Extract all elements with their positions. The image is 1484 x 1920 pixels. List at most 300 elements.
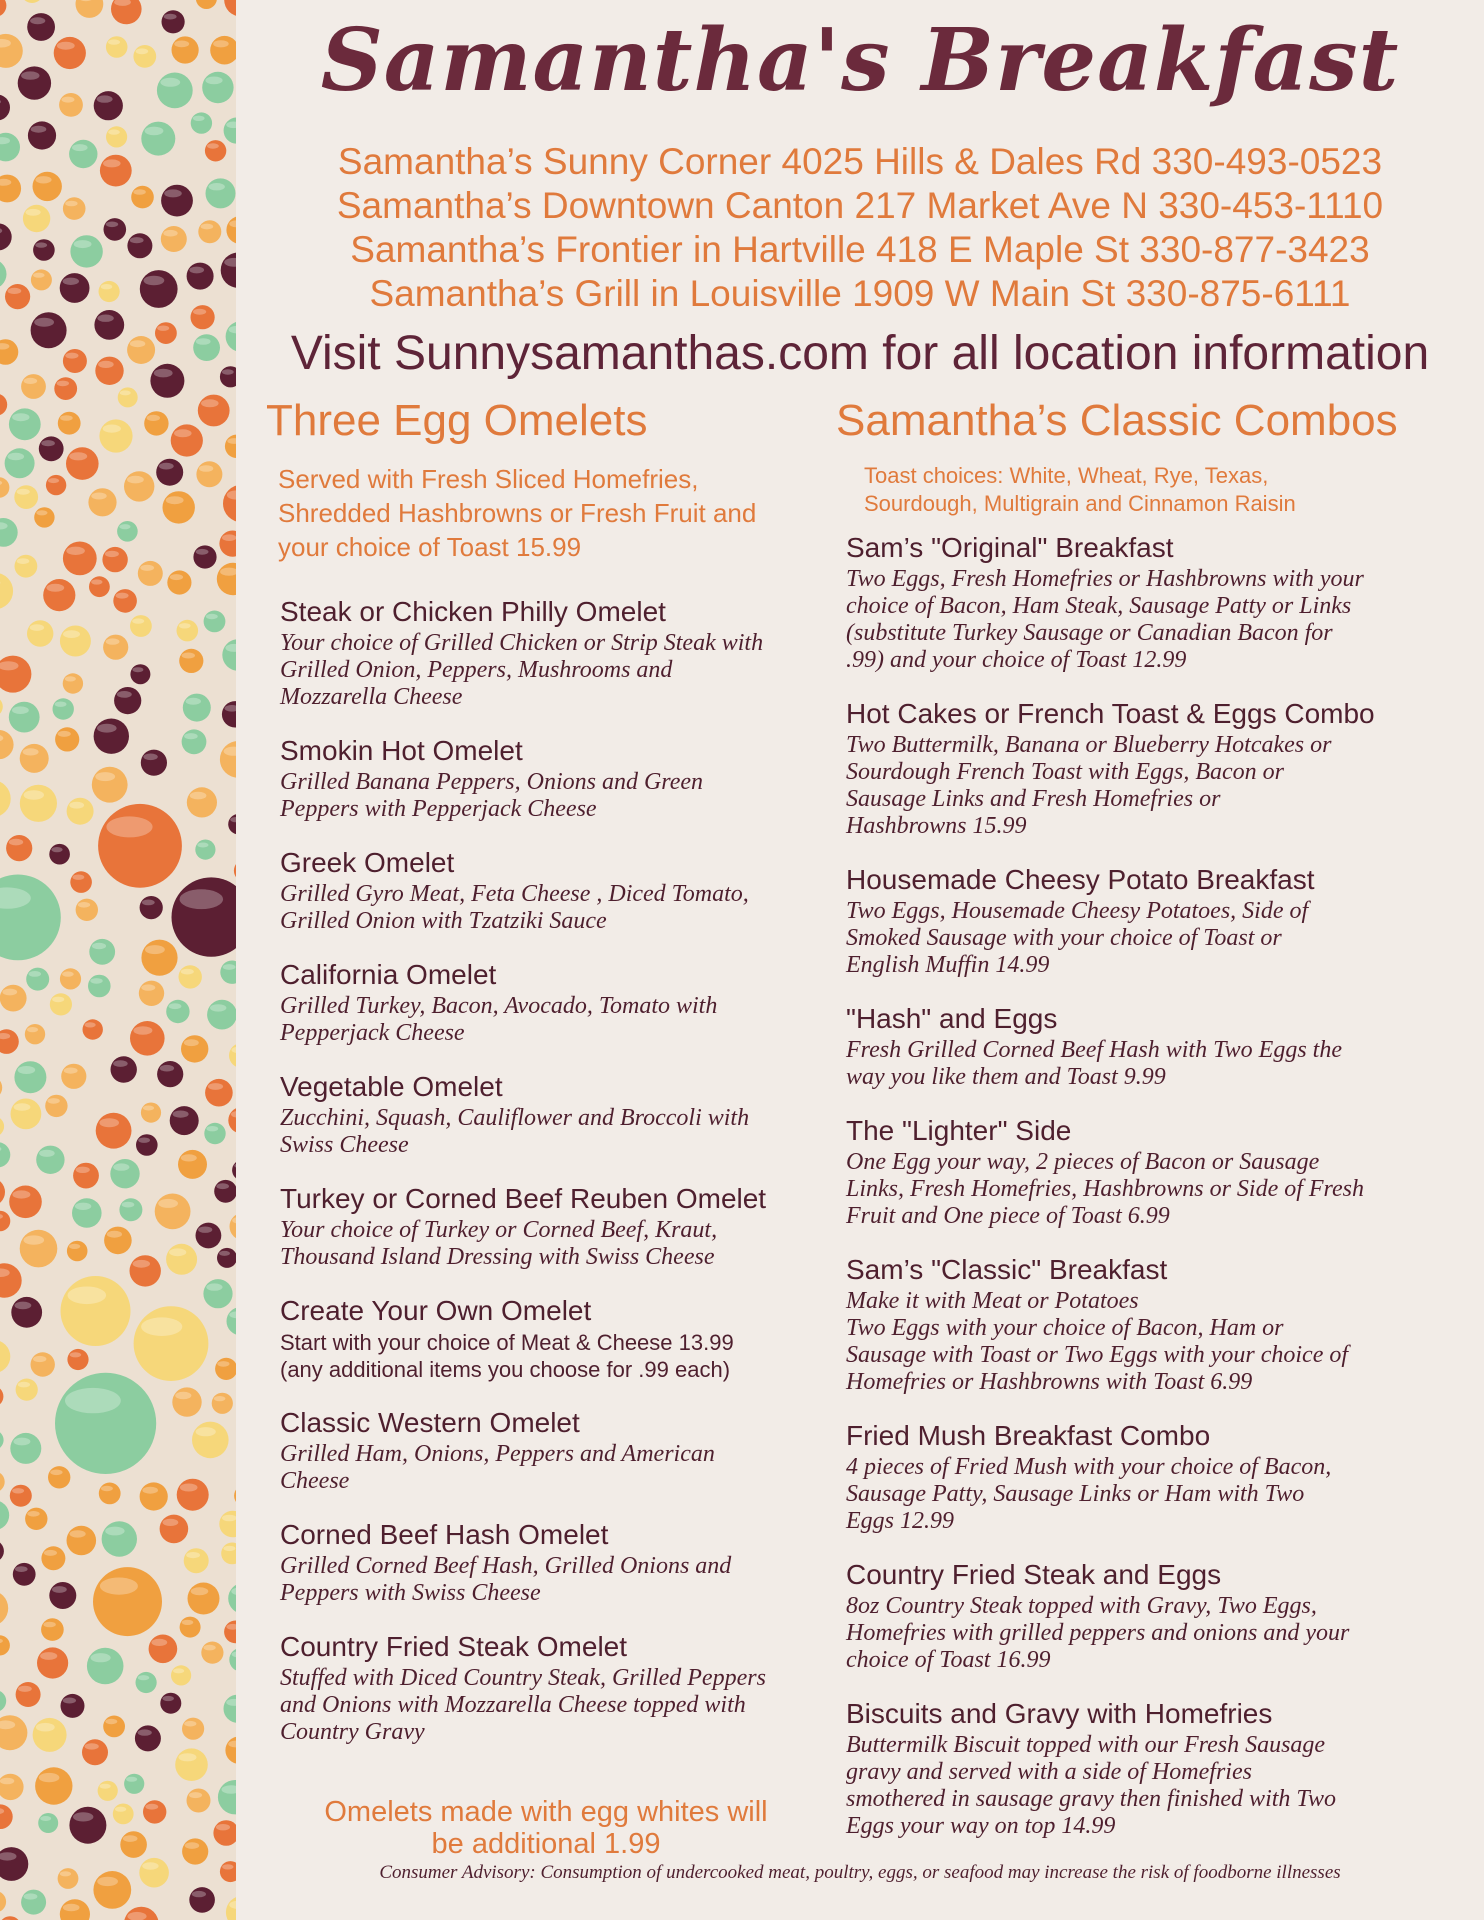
dot-highlight — [47, 1098, 59, 1104]
location-line: Samantha’s Grill in Louisville 1909 W Main St 330-875-6111 — [369, 273, 1351, 314]
decorative-dot — [33, 172, 62, 201]
dot-highlight — [147, 415, 160, 421]
menu-item-name: Corned Beef Hash Omelet — [280, 1519, 609, 1550]
dot-highlight — [219, 1251, 230, 1256]
dot-highlight — [196, 1427, 216, 1436]
decorative-dot — [0, 730, 14, 759]
dot-highlight — [97, 315, 113, 322]
decorative-dot — [5, 448, 35, 478]
decorative-dot — [60, 968, 81, 989]
decorative-dot — [198, 220, 221, 243]
dot-highlight — [120, 390, 131, 395]
menu-item-name: Hot Cakes or French Toast & Eggs Combo — [846, 698, 1375, 729]
dot-highlight — [190, 792, 207, 800]
dot-highlight — [180, 1484, 198, 1492]
dot-highlight — [179, 623, 191, 628]
dot-highlight — [57, 381, 69, 387]
dot-highlight — [204, 1645, 216, 1651]
decorative-dot — [102, 1521, 137, 1556]
decorative-dot — [166, 1000, 189, 1023]
decorative-dot — [0, 573, 13, 609]
decorative-dot — [25, 1508, 47, 1530]
decorative-dot — [182, 1838, 208, 1864]
menu-item — [280, 1405, 826, 1495]
decorative-dot — [21, 1890, 46, 1915]
dot-highlight — [189, 267, 204, 274]
dot-highlight — [209, 183, 225, 190]
dot-highlight — [208, 1083, 223, 1090]
dot-highlight — [41, 440, 55, 446]
decorative-dot — [224, 0, 236, 16]
decorative-dot — [54, 377, 77, 400]
dot-highlight — [210, 1004, 226, 1011]
menu-item-description: Grilled Turkey, Bacon, Avocado, Tomato with Pepperjack Cheese — [280, 993, 718, 1046]
omelets-serving-note: Served with Fresh Sliced Homefries, Shredded Hashbrowns or Fresh Fruit and your choice of Toast 15.99 — [278, 464, 757, 562]
dot-highlight — [50, 1470, 62, 1476]
dot-highlight — [91, 579, 102, 584]
dot-highlight — [198, 1227, 212, 1233]
decorative-dot — [196, 1223, 222, 1249]
decorative-dot — [177, 1479, 209, 1511]
dot-highlight — [24, 1235, 45, 1244]
menu-item — [846, 862, 1466, 979]
combos-section — [836, 396, 1466, 1862]
dot-highlight — [222, 1515, 236, 1522]
decorative-dot — [113, 1804, 134, 1825]
decorative-dot — [223, 485, 236, 523]
decorative-dot — [191, 305, 215, 329]
dot-highlight — [122, 1202, 135, 1208]
dot-highlight — [29, 971, 42, 977]
dot-highlight — [85, 1743, 99, 1749]
menu-item-description: Two Eggs, Fresh Homefries or Hashbrowns with your choice of Bacon, Ham Steak, Sausage Patty or Links (substitute Turkey Sausage or Canadian Bacon for .99) and your choice of Toast 12.99 — [846, 566, 1364, 673]
decorative-dot — [0, 1715, 27, 1750]
dot-highlight — [141, 1317, 182, 1336]
dot-highlight — [132, 667, 143, 672]
decorative-dot — [0, 1635, 10, 1655]
decorative-dot — [201, 1642, 223, 1664]
dot-highlight — [196, 338, 211, 345]
menu-item-description: One Egg your way, 2 pieces of Bacon or Sausage Links, Fresh Homefries, Hashbrowns or Side of Fresh Fruit and One piece of Toast 6.99 — [846, 1149, 1364, 1229]
decorative-dot — [157, 73, 193, 109]
dot-highlight — [25, 209, 40, 216]
decorative-dot — [198, 395, 230, 427]
dot-highlight — [34, 318, 54, 327]
decorative-dot — [204, 1123, 225, 1144]
website-line: Visit Sunnysamanthas.com for all location information — [290, 327, 1430, 380]
dot-highlight — [154, 369, 173, 378]
dot-highlight — [31, 126, 47, 133]
menu-item — [280, 1293, 826, 1383]
decorative-dot — [21, 374, 46, 399]
dot-highlight — [23, 748, 39, 755]
menu-item-description: 4 pieces of Fried Mush with your choice of Bacon, Sausage Patty, Sausage Links or Ham with Two Eggs 12.99 — [846, 1454, 1332, 1534]
decorative-dot — [127, 336, 155, 364]
decorative-dot — [0, 1591, 8, 1626]
menu-item — [846, 1557, 1466, 1674]
decorative-dot — [20, 1230, 58, 1268]
decorative-dot — [120, 1831, 147, 1858]
decorative-dot — [226, 321, 236, 352]
decorative-dot — [87, 1648, 124, 1685]
decorative-dot — [38, 1813, 58, 1833]
dot-highlight — [192, 1891, 206, 1897]
dot-highlight — [12, 413, 29, 421]
decorative-dot — [18, 66, 51, 99]
decorative-dot — [104, 1227, 132, 1255]
decorative-dot — [150, 364, 184, 398]
menu-item-name: Country Fried Steak and Eggs — [846, 1559, 1222, 1590]
dot-highlight — [145, 1804, 158, 1810]
dot-highlight — [24, 1893, 38, 1899]
dot-highlight — [159, 463, 174, 470]
dot-highlight — [57, 42, 75, 50]
dot-highlight — [197, 843, 208, 848]
decorative-dot — [202, 72, 233, 103]
dot-highlight — [193, 309, 206, 315]
decorative-dot — [14, 1061, 46, 1093]
decorative-dot — [83, 1019, 103, 1039]
dot-highlight — [64, 1068, 78, 1074]
decorative-dot — [0, 1916, 21, 1920]
decorative-dot — [221, 253, 236, 288]
decorative-dot — [179, 649, 203, 673]
dot-highlight — [24, 378, 38, 384]
decorative-dot — [0, 223, 12, 250]
decorative-dot — [6, 835, 32, 861]
decorative-dot — [63, 673, 83, 693]
decorative-dot — [50, 993, 72, 1015]
decorative-dot — [0, 1340, 10, 1373]
menu-item — [846, 1001, 1466, 1091]
dot-highlight — [184, 1721, 196, 1727]
dot-highlight — [52, 997, 64, 1003]
dot-highlight — [151, 1639, 167, 1646]
dot-highlight — [201, 399, 219, 407]
menu-item-name: Vegetable Omelet — [280, 1071, 503, 1102]
decorative-dot — [149, 1635, 178, 1664]
decorative-dot — [88, 488, 116, 516]
menu-item — [280, 1069, 826, 1159]
menu-item-description: Stuffed with Diced Country Steak, Grilled Peppers and Onions with Mozzarella Cheese topped with Country Gravy — [280, 1665, 766, 1745]
decorative-dot — [55, 727, 79, 751]
decorative-dot — [94, 310, 124, 340]
dot-highlight — [35, 176, 51, 183]
dot-highlight — [196, 549, 209, 555]
menu-item — [280, 1181, 826, 1271]
decorative-dot — [99, 419, 132, 452]
decorative-dot — [138, 561, 163, 586]
decorative-dot — [31, 1352, 55, 1376]
menu-item-description: Buttermilk Biscuit topped with our Fresh Sausage gravy and served with a side of Homefries smothered in sausage gravy then finished with Two Eggs your way on top 14.99 — [846, 1732, 1336, 1839]
decorative-dot — [99, 281, 120, 302]
dot-highlight — [13, 1438, 30, 1446]
decorative-dot — [69, 1807, 106, 1844]
dot-highlight — [216, 1183, 229, 1189]
decorative-dot — [0, 875, 61, 961]
locations-list — [236, 140, 1484, 316]
dot-highlight — [175, 1392, 191, 1399]
decorative-dot — [25, 1024, 45, 1044]
decorative-dot — [203, 1279, 232, 1308]
decorative-dot — [70, 235, 102, 267]
dot-highlight — [119, 524, 130, 529]
dot-highlight — [101, 1486, 113, 1491]
dot-highlight — [169, 1003, 182, 1009]
dot-highlight — [60, 1871, 71, 1876]
dot-highlight — [33, 1356, 46, 1362]
menu-item-name: Biscuits and Gravy with Homefries — [846, 1698, 1273, 1729]
dot-highlight — [17, 489, 30, 495]
dot-highlight — [189, 1792, 202, 1798]
decorative-dot — [136, 1672, 157, 1693]
dot-highlight — [117, 691, 132, 698]
decorative-dot — [0, 697, 3, 717]
dot-highlight — [55, 702, 67, 707]
dot-highlight — [145, 127, 164, 136]
decorative-dot — [204, 611, 226, 633]
decorative-dot-border — [0, 0, 236, 1920]
dot-highlight — [35, 242, 47, 247]
menu-item-description: Grilled Gyro Meat, Feta Cheese , Diced Tomato, Grilled Onion with Tzatziki Sauce — [280, 881, 749, 934]
decorative-dot — [103, 635, 128, 660]
decorative-dot — [161, 226, 187, 252]
decorative-dot — [136, 1134, 158, 1156]
dot-highlight — [170, 574, 183, 580]
decorative-dot — [119, 1198, 142, 1221]
decorative-dot — [9, 702, 40, 733]
decorative-dot — [124, 471, 154, 501]
dot-highlight — [193, 116, 205, 121]
dot-highlight — [0, 1778, 14, 1785]
decorative-dot — [27, 13, 55, 41]
decorative-dot — [220, 1861, 236, 1882]
menu-item — [846, 696, 1466, 840]
decorative-dot — [117, 521, 138, 542]
decorative-dot — [134, 1306, 209, 1381]
dot-highlight — [191, 1587, 209, 1595]
menu-page — [236, 0, 1484, 1920]
decorative-dot — [102, 547, 127, 572]
decorative-dot — [67, 1349, 88, 1370]
decorative-dot — [16, 1682, 41, 1707]
decorative-dot — [20, 785, 57, 822]
decorative-dot — [140, 1482, 168, 1510]
dot-highlight — [97, 724, 117, 733]
decorative-dot — [196, 461, 222, 487]
decorative-dot — [94, 91, 123, 120]
decorative-dot — [0, 1774, 24, 1800]
dot-highlight — [205, 77, 222, 85]
decorative-dot — [61, 1064, 86, 1089]
decorative-dot — [229, 1043, 236, 1068]
decorative-dot — [222, 701, 236, 727]
decorative-dot — [160, 1693, 181, 1714]
dot-highlight — [223, 1546, 235, 1551]
decorative-dot — [39, 436, 64, 461]
dot-highlight — [27, 1511, 39, 1517]
decorative-dot — [141, 122, 175, 156]
decorative-dot — [0, 1029, 19, 1054]
decorative-dot — [225, 1737, 236, 1764]
decorative-dot — [127, 233, 152, 258]
decorative-dot — [11, 1099, 42, 1130]
decorative-dot — [0, 780, 11, 817]
decorative-dot — [0, 1471, 5, 1492]
decorative-dot — [60, 273, 90, 303]
location-line: Samantha’s Sunny Corner 4025 Hills & Dales Rd 330-493-0523 — [337, 141, 1383, 182]
decorative-dot — [70, 871, 92, 893]
dot-highlight — [164, 189, 182, 197]
menu-item — [280, 845, 826, 935]
dot-highlight — [69, 452, 87, 460]
decorative-dot — [155, 322, 177, 344]
decorative-dot — [16, 1379, 38, 1401]
decorative-dot — [100, 155, 132, 187]
decorative-dot — [215, 1358, 236, 1380]
dot-highlight — [105, 1527, 124, 1536]
decorative-dot — [167, 570, 191, 594]
decorative-dot — [187, 263, 214, 290]
decorative-dot — [161, 185, 193, 217]
decorative-dot — [67, 1241, 88, 1262]
decorative-dot — [220, 741, 236, 778]
decorative-dot — [48, 1466, 70, 1488]
dot-highlight — [142, 900, 155, 906]
menu-item-name: The "Lighter" Side — [846, 1115, 1072, 1146]
dot-pattern-graphic — [0, 0, 236, 1920]
decorative-dot — [0, 1540, 4, 1562]
dot-highlight — [63, 1904, 80, 1912]
decorative-dot — [99, 1483, 121, 1505]
dot-highlight — [8, 453, 25, 461]
dot-highlight — [48, 478, 59, 483]
decorative-dot — [15, 555, 38, 578]
dot-highlight — [105, 551, 119, 557]
dot-highlight — [39, 1773, 60, 1782]
decorative-dot — [63, 542, 97, 576]
decorative-dot — [67, 798, 94, 825]
dot-highlight — [222, 1864, 233, 1869]
decorative-dot — [189, 1887, 215, 1913]
decorative-dot — [225, 435, 236, 458]
decorative-dot — [144, 411, 168, 435]
dot-highlight — [15, 1302, 32, 1310]
dot-highlight — [63, 278, 79, 285]
dot-highlight — [130, 237, 144, 243]
dot-highlight — [106, 816, 152, 837]
decorative-dot — [155, 1194, 191, 1230]
decorative-dot — [13, 1563, 36, 1586]
decorative-dot — [178, 1150, 207, 1179]
dot-highlight — [141, 984, 155, 990]
dot-highlight — [91, 1653, 111, 1662]
menu-item-name: Sam’s "Classic" Breakfast — [846, 1254, 1168, 1285]
decorative-dot — [93, 1871, 131, 1909]
decorative-dot — [188, 1583, 220, 1615]
decorative-dot — [0, 1891, 6, 1913]
decorative-dot — [0, 133, 20, 162]
decorative-dot — [210, 36, 236, 65]
dot-highlight — [98, 361, 114, 368]
decorative-dot — [104, 218, 127, 241]
decorative-dot — [41, 1546, 65, 1570]
decorative-dot — [10, 1433, 41, 1464]
dot-highlight — [182, 653, 195, 659]
dot-highlight — [46, 584, 64, 592]
dot-highlight — [106, 638, 120, 644]
decorative-dot — [135, 1725, 161, 1751]
dot-highlight — [75, 1203, 91, 1210]
decorative-dot — [219, 1511, 236, 1538]
dot-highlight — [18, 1382, 30, 1388]
dot-highlight — [68, 1287, 107, 1305]
decorative-dot — [89, 576, 110, 597]
dot-highlight — [108, 39, 120, 44]
dot-highlight — [78, 902, 90, 908]
dot-highlight — [60, 415, 73, 421]
decorative-dot — [27, 620, 53, 646]
dot-highlight — [132, 618, 144, 623]
decorative-dot — [187, 787, 217, 817]
decorative-dot — [143, 1800, 166, 1823]
decorative-dot — [212, 1393, 233, 1414]
decorative-dot — [53, 698, 74, 719]
menu-item-name: Smokin Hot Omelet — [280, 735, 523, 766]
dot-highlight — [216, 1824, 230, 1830]
decorative-dot — [172, 36, 199, 63]
menu-item-name: Turkey or Corned Beef Reuben Omelet — [280, 1183, 767, 1214]
dot-highlight — [184, 1039, 199, 1046]
menu-item — [846, 530, 1466, 674]
dot-highlight — [142, 1487, 158, 1494]
dot-highlight — [92, 943, 106, 949]
decorative-dot — [170, 1106, 199, 1135]
dot-highlight — [74, 240, 92, 248]
dot-highlight — [99, 1118, 119, 1127]
dot-highlight — [65, 676, 76, 681]
decorative-dot — [58, 412, 81, 435]
egg-whites-note: Omelets made with egg whites will be additional 1.99 — [324, 1796, 768, 1860]
dot-highlight — [213, 40, 229, 47]
decorative-dot — [0, 1178, 5, 1206]
menu-item-name: Steak or Chicken Philly Omelet — [280, 596, 666, 627]
dot-highlight — [63, 630, 80, 638]
dot-highlight — [27, 1027, 38, 1032]
dot-highlight — [214, 1396, 226, 1401]
decorative-dot — [228, 1107, 236, 1133]
decorative-dot — [46, 475, 66, 495]
decorative-dot — [217, 1248, 236, 1268]
decorative-dot — [183, 694, 211, 722]
decorative-dot — [67, 1526, 97, 1556]
decorative-dot — [73, 1163, 99, 1189]
dot-highlight — [12, 1190, 30, 1198]
decorative-dot — [41, 1618, 64, 1641]
menu-item-description: Grilled Ham, Onions, Peppers and American Cheese — [280, 1441, 715, 1494]
decorative-dot — [0, 0, 6, 17]
dot-highlight — [173, 1111, 189, 1118]
dot-highlight — [40, 1816, 51, 1821]
decorative-dot — [26, 968, 49, 991]
menu-item — [846, 1418, 1466, 1535]
menu-item — [846, 1252, 1466, 1396]
menu-item-name: Housemade Cheesy Potato Breakfast — [846, 864, 1315, 895]
dot-highlight — [40, 1652, 57, 1660]
dot-highlight — [206, 1126, 218, 1131]
dot-highlight — [116, 593, 129, 599]
decorative-dot — [171, 1665, 191, 1685]
